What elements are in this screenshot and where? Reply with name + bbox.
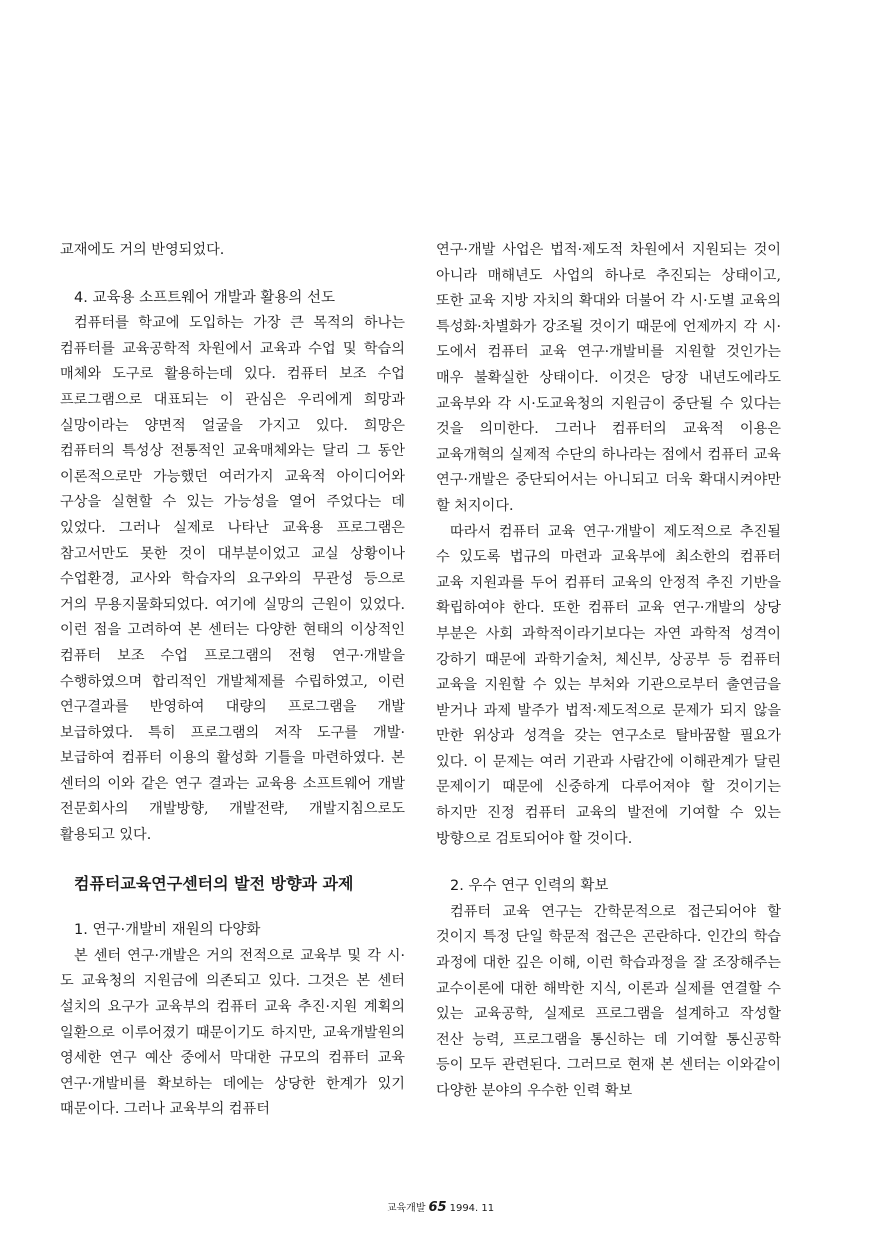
continued-paragraph-2: 따라서 컴퓨터 교육 연구·개발이 제도적으로 추진될 수 있도록 법규의 마련과 교육부에 최소한의 컴퓨터 교육 지원과를 두어 컴퓨터 교육의 안정적 추진 기반을 확립하여야 한다. 또한 컴퓨터 교육 연구·개발의 상당 부분은 사회 과학적이라기보다는 자연 과학적 성격이 강하기 때문에 과학기술처, 체신부, 상공부 등 컴퓨터 교육을 지원할 수 있는 부처와 기관으로부터 출연금을 받거나 과제 발주가 법적·제도적으로 문제가 되지 않을 만한 위상과 성격을 갖는 연구소로 탈바꿈할 필요가 있다. 이 문제는 여러 기관과 사람간에 이해관계가 달린 문제이기 때문에 신중하게 다루어져야 할 것이기는 하지만 진정 컴퓨터 교육의 발전에 기여할 수 있는 방향으로 검토되어야 할 것이다. — [436, 523, 781, 847]
subsection-2-heading: 2. 우수 연구 인력의 확보 — [450, 878, 609, 895]
left-column — [60, 238, 405, 1123]
continued-paragraph-1: 연구·개발 사업은 법적·제도적 차원에서 지원되는 것이 아니라 매해년도 사업의 하나로 추진되는 상태이고, 또한 교육 지방 자치의 확대와 더불어 각 시·도별 교육의 특성화·차별화가 강조될 것이기 때문에 언제까지 각 시·도에서 컴퓨터 교육 연구·개발비를 지원할 것인가는 매우 불확실한 상태이다. 이것은 당장 내년도에라도 교육부와 각 시·도교육청의 지원금이 중단될 수 있다는 것을 의미한다. 그러나 컴퓨터의 교육적 이용은 교육개혁의 실제적 수단의 하나라는 점에서 컴퓨터 교육 연구·개발은 중단되어서는 아니되고 더욱 확대시켜야만 할 처지이다. — [436, 242, 781, 514]
journal-name: 교육개발 — [386, 1203, 426, 1214]
intro-tail-paragraph: 교재에도 거의 반영되었다. — [60, 242, 225, 258]
subsection-1-body: 본 센터 연구·개발은 거의 전적으로 교육부 및 각 시·도 교육청의 지원금에 의존되고 있다. 그것은 본 센터 설치의 요구가 교육부의 컴퓨터 교육 추진·지원 계획의 일환으로 이루어졌기 때문이기도 하지만, 교육개발원의 영세한 연구 예산 중에서 막대한 규모의 컴퓨터 교육 연구·개발비를 확보하는 데에는 상당한 한계가 있기 때문이다. 그러나 교육부의 컴퓨터 — [60, 947, 405, 1118]
section-4-body: 컴퓨터를 학교에 도입하는 가장 큰 목적의 하나는 컴퓨터를 교육공학적 차원에서 교육과 수업 및 학습의 매체와 도구로 활용하는데 있다. 컴퓨터 보조 수업 프로그램으로 대표되는 이 관심은 우리에게 희망과 실망이라는 양면적 얼굴을 가지고 있다. 희망은 컴퓨터의 특성상 전통적인 교육매체와는 달리 그 동안 이론적으로만 가능했던 여러가지 교육적 아이디어와 구상을 실현할 수 있는 가능성을 열어 주었다는 데 있었다. 그러나 실제로 나타난 교육용 프로그램은 참고서만도 못한 것이 대부분이었고 교실 상황이나 수업환경, 교사와 학습자의 요구와의 무관성 등으로 거의 무용지물화되었다. 여기에 실망의 근원이 있었다. 이런 점을 고려하여 본 센터는 다양한 현태의 이상적인 컴퓨터 보조 수업 프로그램의 전형 연구·개발을 수행하였으며 합리적인 개발체제를 수립하였고, 이런 연구결과를 반영하여 대량의 프로그램을 개발 보급하였다. 특히 프로그램의 저작 도구를 개발·보급하여 컴퓨터 이용의 활성화 기틀을 마련하였다. 본 센터의 이와 같은 연구 결과는 교육용 소프트웨어 개발 전문회사의 개발방향, 개발전략, 개발지침으로도 활용되고 있다. — [60, 315, 405, 844]
section-4-heading: 4. 교육용 소프트웨어 개발과 활용의 선도 — [74, 289, 335, 306]
chapter-title: 컴퓨터교육연구센터의 발전 방향과 과제 — [74, 873, 354, 893]
subsection-2-body: 컴퓨터 교육 연구는 간학문적으로 접근되어야 할 것이지 특정 단일 학문적 접근은 곤란하다. 인간의 학습 과정에 대한 깊은 이해, 이런 학습과정을 잘 조장해주는 교수이론에 대한 해박한 지식, 이론과 실제를 연결할 수 있는 교육공학, 실제로 프로그램을 설계하고 작성할 전산 능력, 프로그램을 통신하는 데 기여할 통신공학 등이 모두 관련된다. 그러므로 현재 본 센터는 이와같이 다양한 분야의 우수한 인력 확보 — [436, 903, 781, 1099]
right-column — [436, 238, 781, 1105]
subsection-1-heading: 1. 연구·개발비 재원의 다양화 — [74, 922, 261, 939]
page-footer — [0, 1199, 881, 1215]
page-number: 65 — [428, 1200, 447, 1215]
issue-date: 1994. 11 — [449, 1203, 495, 1214]
